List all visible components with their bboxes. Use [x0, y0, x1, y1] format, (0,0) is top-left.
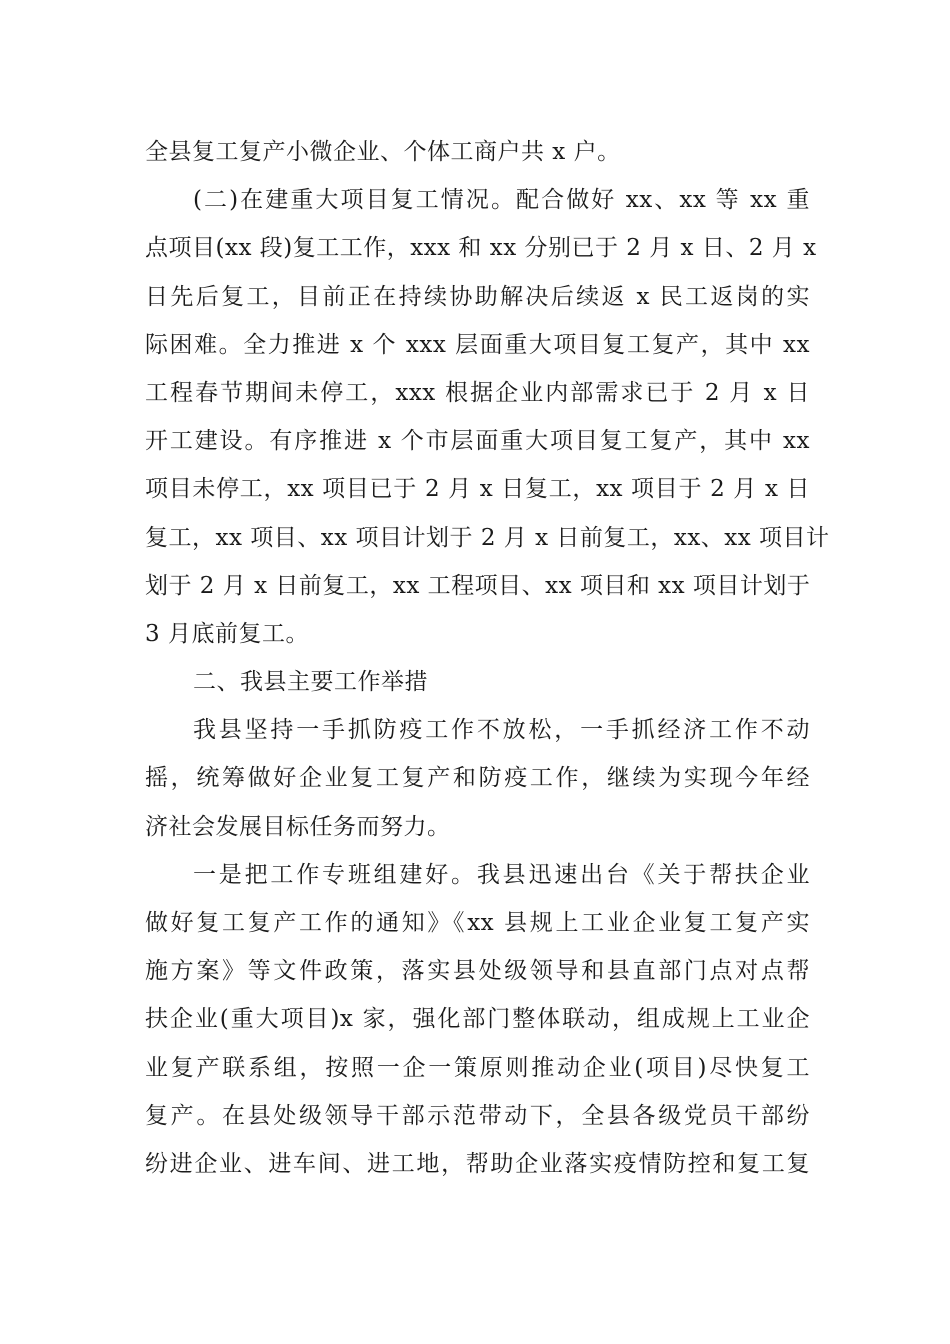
text-line: 3 月底前复工。 [145, 620, 309, 647]
text-line: 项目未停工，xx 项目已于 2 月 x 日复工，xx 项目于 2 月 x 日 [145, 476, 810, 503]
text-line: 际困难。全力推进 x 个 xxx 层面重大项目复工复产，其中 xx [145, 331, 810, 358]
paragraph [145, 658, 810, 706]
text-line: 开工建设。有序推进 x 个市层面重大项目复工复产，其中 xx [145, 428, 810, 455]
text-line: 扶企业(重大项目)x 家，强化部门整体联动，组成规上工业企 [145, 1006, 810, 1033]
text-line: 施方案》等文件政策，落实县处级领导和县直部门点对点帮 [145, 958, 810, 985]
text-line: 做好复工复产工作的通知》《xx 县规上工业企业复工复产实 [145, 910, 810, 936]
text-line: 复工，xx 项目、xx 项目计划于 2 月 x 日前复工，xx、xx 项目计 [145, 524, 830, 551]
text-line: 划于 2 月 x 日前复工，xx 工程项目、xx 项目和 xx 项目计划于 [145, 572, 811, 599]
text-line: 点项目(xx 段)复工工作，xxx 和 xx 分别已于 2 月 x 日、2 月 x [145, 235, 817, 262]
text-line: 二、我县主要工作举措 [193, 669, 428, 696]
paragraph [145, 128, 810, 176]
text-line: 复产。在县处级领导干部示范带动下，全县各级党员干部纷 [145, 1102, 810, 1129]
text-line: 工程春节期间未停工，xxx 根据企业内部需求已于 2 月 x 日 [145, 379, 810, 406]
text-line: 济社会发展目标任务而努力。 [145, 813, 451, 840]
text-line: 全县复工复产小微企业、个体工商户共 x 户。 [145, 139, 621, 165]
text-line: 一是把工作专班组建好。我县迅速出台《关于帮扶企业 [193, 861, 810, 888]
paragraph [145, 706, 810, 851]
paragraph [145, 851, 810, 1188]
text-line: (二)在建重大项目复工情况。配合做好 xx、xx 等 xx 重 [193, 187, 810, 214]
paragraph [145, 176, 830, 658]
text-line: 摇，统筹做好企业复工复产和防疫工作，继续为实现今年经 [145, 765, 810, 792]
text-line: 业复产联系组，按照一企一策原则推动企业(项目)尽快复工 [145, 1054, 810, 1081]
text-line: 日先后复工，目前正在持续协助解决后续返 x 民工返岗的实 [145, 283, 810, 310]
text-line: 我县坚持一手抓防疫工作不放松，一手抓经济工作不动 [193, 717, 810, 744]
text-line: 纷进企业、进车间、进工地，帮助企业落实疫情防控和复工复 [145, 1150, 810, 1177]
document-body [145, 128, 830, 1188]
